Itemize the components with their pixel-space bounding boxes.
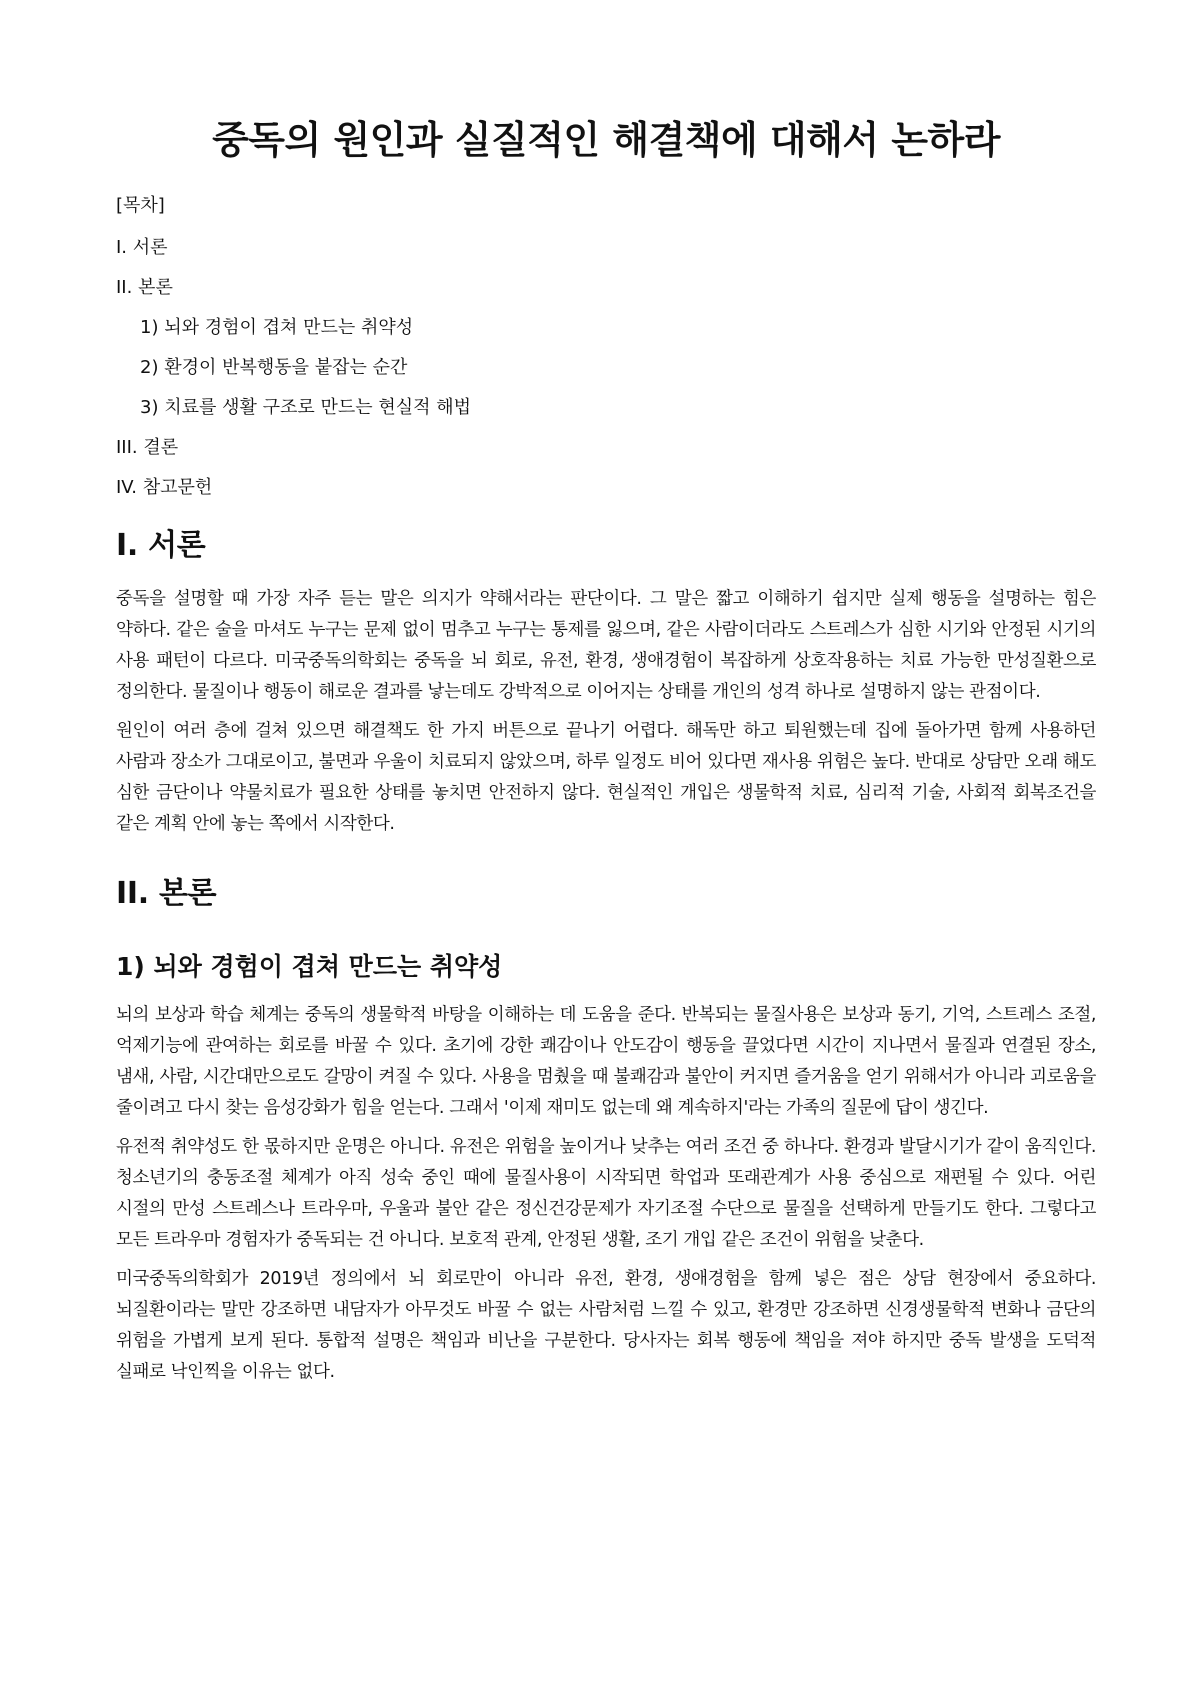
toc-item-body-1: 1) 뇌와 경험이 겹쳐 만드는 취약성 (140, 316, 414, 338)
document-title: 중독의 원인과 실질적인 해결책에 대해서 논하라 (212, 118, 1000, 162)
intro-paragraph-2: 원인이 여러 층에 걸쳐 있으면 해결책도 한 가지 버튼으로 끝나기 어렵다. 해독만 하고 퇴원했는데 집에 돌아가면 함께 사용하던 사람과 장소가 그대로이고, 불면과 우울이 치료되지 않았으며, 하루 일정도 비어 있다면 재사용 위험은 높다. 반대로 상담만 오래 해도 심한 금단이나 약물치료가 필요한 상태를 놓치면 안전하지 않다. 현실적인 개입은 생물학적 치료, 심리적 기술, 사회적 회복조건을 같은 계획 안에 놓는 쪽에서 시작한다. (116, 720, 1096, 834)
subsection-1-paragraph-2: 유전적 취약성도 한 몫하지만 운명은 아니다. 유전은 위험을 높이거나 낮추는 여러 조건 중 하나다. 환경과 발달시기가 같이 움직인다. 청소년기의 충동조절 체계가 아직 성숙 중인 때에 물질사용이 시작되면 학업과 또래관계가 사용 중심으로 재편될 수 있다. 어린 시절의 만성 스트레스나 트라우마, 우울과 불안 같은 정신건강문제가 자기조절 수단으로 물질을 선택하게 만들기도 한다. 그렇다고 모든 트라우마 경험자가 중독되는 건 아니다. 보호적 관계, 안정된 생활, 조기 개입 같은 조건이 위험을 낮춘다. (116, 1136, 1096, 1250)
toc-item-conclusion: III. 결론 (116, 436, 179, 458)
subsection-1-heading: 1) 뇌와 경험이 겹쳐 만드는 취약성 (116, 951, 503, 981)
intro-paragraph-1: 중독을 설명할 때 가장 자주 듣는 말은 의지가 약해서라는 판단이다. 그 말은 짧고 이해하기 쉽지만 실제 행동을 설명하는 힘은 약하다. 같은 술을 마셔도 누구는 문제 없이 멈추고 누구는 통제를 잃으며, 같은 사람이더라도 스트레스가 심한 시기와 안정된 시기의 사용 패턴이 다르다. 미국중독의학회는 중독을 뇌 회로, 유전, 환경, 생애경험이 복잡하게 상호작용하는 치료 가능한 만성질환으로 정의한다. 물질이나 행동이 해로운 결과를 낳는데도 강박적으로 이어지는 상태를 개인의 성격 하나로 설명하지 않는 관점이다. (116, 588, 1096, 702)
toc-heading: [목차] (116, 194, 165, 216)
toc-item-references: IV. 참고문헌 (116, 476, 213, 498)
subsection-1 (116, 952, 1096, 1388)
toc-item-body-3: 3) 치료를 생활 구조로 만드는 현실적 해법 (140, 396, 472, 418)
toc-item-body-2: 2) 환경이 반복행동을 붙잡는 순간 (140, 356, 408, 378)
intro-section (116, 528, 1096, 840)
table-of-contents (116, 194, 1096, 500)
body-heading: II. 본론 (116, 875, 217, 911)
body-section (116, 876, 1096, 1388)
subsection-1-paragraph-3: 미국중독의학회가 2019년 정의에서 뇌 회로만이 아니라 유전, 환경, 생애경험을 함께 넣은 점은 상담 현장에서 중요하다. 뇌질환이라는 말만 강조하면 내담자가 아무것도 바꿀 수 없는 사람처럼 느낄 수 있고, 환경만 강조하면 신경생물학적 변화나 금단의 위험을 가볍게 보게 된다. 통합적 설명은 책임과 비난을 구분한다. 당사자는 회복 행동에 책임을 져야 하지만 중독 발생을 도덕적 실패로 낙인찍을 이유는 없다. (116, 1268, 1097, 1382)
toc-item-intro: I. 서론 (116, 236, 168, 258)
toc-item-body: II. 본론 (116, 276, 173, 298)
intro-heading: I. 서론 (116, 527, 206, 563)
subsection-1-paragraph-1: 뇌의 보상과 학습 체계는 중독의 생물학적 바탕을 이해하는 데 도움을 준다. 반복되는 물질사용은 보상과 동기, 기억, 스트레스 조절, 억제기능에 관여하는 회로를 바꿀 수 있다. 초기에 강한 쾌감이나 안도감이 행동을 끌었다면 시간이 지나면서 물질과 연결된 장소, 냄새, 사람, 시간대만으로도 갈망이 켜질 수 있다. 사용을 멈췄을 때 불쾌감과 불안이 커지면 즐거움을 얻기 위해서가 아니라 괴로움을 줄이려고 다시 찾는 음성강화가 힘을 얻는다. 그래서 '이제 재미도 없는데 왜 계속하지'라는 가족의 질문에 답이 생긴다. (116, 1004, 1096, 1118)
